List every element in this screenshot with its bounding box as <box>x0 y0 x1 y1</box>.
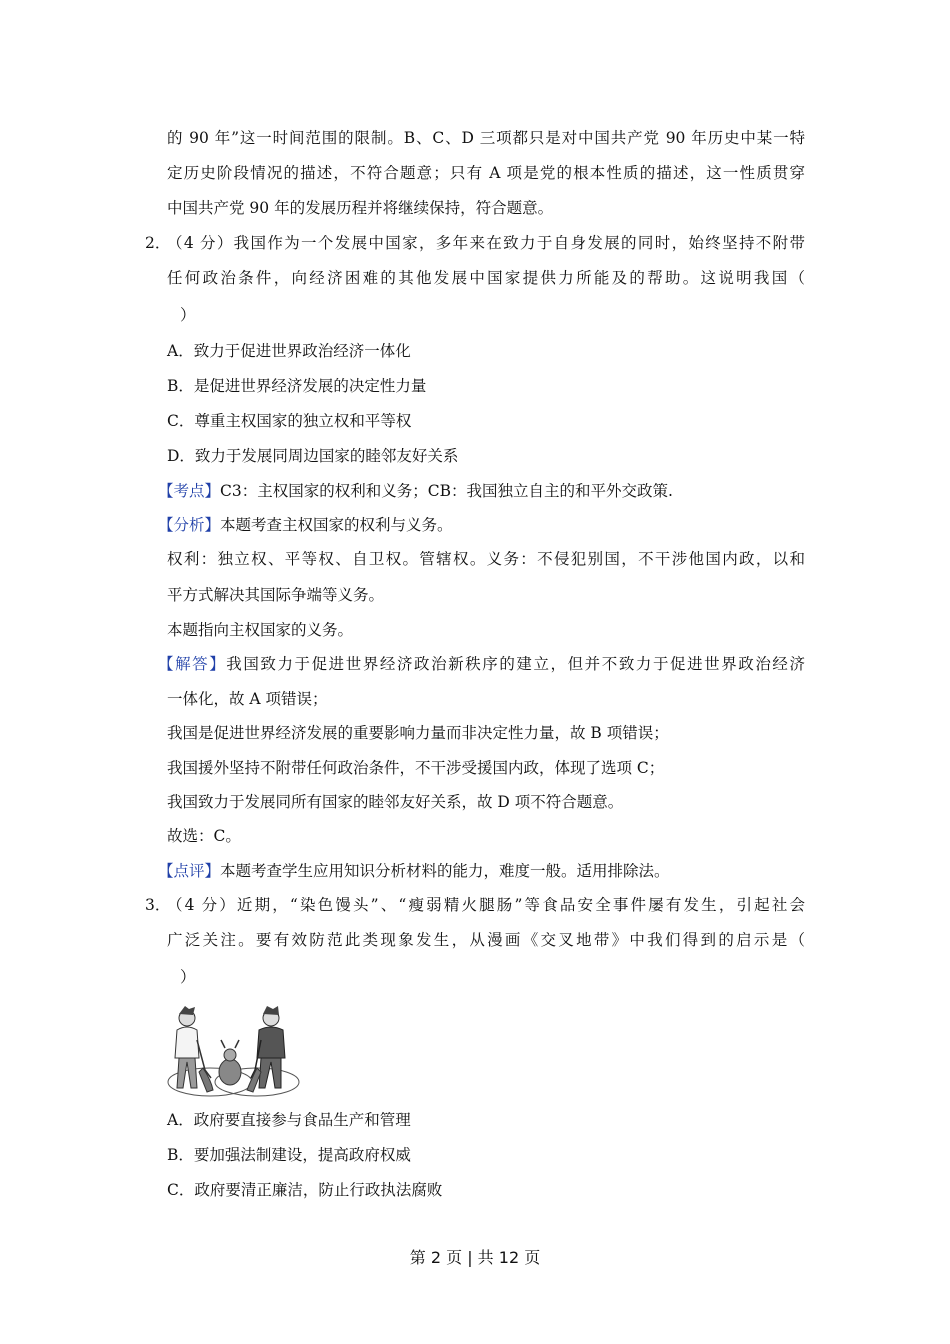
page-footer: 第 2 页 | 共 12 页 <box>409 1248 541 1267</box>
question-3-stem-line-3: ） <box>180 968 196 986</box>
question-3-stem-line-2: 广泛关注。要有效防范此类现象发生，从漫画《交叉地带》中我们得到的启示是（ <box>167 931 805 949</box>
question-2-jieda-line-3: 我国是促进世界经济发展的重要影响力量而非决定性力量，故 B 项错误； <box>167 724 669 742</box>
question-2-option-c: C．尊重主权国家的独立权和平等权 <box>167 412 412 430</box>
question-2-jieda-line-2: 一体化，故 A 项错误； <box>167 690 328 708</box>
prev-analysis-line-1: 的 90 年”这一时间范围的限制。B、C、D 三项都只是对中国共产党 90 年历史中某一特 <box>167 129 805 147</box>
question-2-stem-line-2: 任何政治条件，向经济困难的其他发展中国家提供力所能及的帮助。这说明我国（ <box>167 269 805 287</box>
question-2-option-a: A．致力于促进世界政治经济一体化 <box>167 342 411 360</box>
prev-analysis-line-3: 中国共产党 90 年的发展历程并将继续保持，符合题意。 <box>167 199 554 217</box>
jieda-tag: 【解答】 <box>158 655 227 673</box>
question-2-fenxi-line-2: 权利：独立权、平等权、自卫权。管辖权。义务：不侵犯别国，不干涉他国内政，以和 <box>167 550 805 568</box>
question-2-jieda-line-5: 我国致力于发展同所有国家的睦邻友好关系，故 D 项不符合题意。 <box>167 793 624 811</box>
question-2-fenxi-line-4: 本题指向主权国家的义务。 <box>167 621 354 639</box>
question-3-option-b: B．要加强法制建设，提高政府权威 <box>167 1146 411 1164</box>
cartoon-crossing-zone-illustration <box>165 1000 305 1100</box>
question-2-stem-line-3: ） <box>180 306 196 324</box>
question-2-fenxi-line-3: 平方式解决其国际争端等义务。 <box>167 586 385 604</box>
fenxi-tag: 【分析】 <box>158 516 221 534</box>
fenxi-text: 本题考查主权国家的权利与义务。 <box>220 516 453 534</box>
kaodian-tag: 【考点】 <box>158 482 221 500</box>
question-3-option-a: A．政府要直接参与食品生产和管理 <box>167 1111 411 1129</box>
prev-analysis-line-2: 定历史阶段情况的描述，不符合题意；只有 A 项是党的根本性质的描述，这一性质贯穿 <box>167 164 805 182</box>
question-2-option-b: B．是促进世界经济发展的决定性力量 <box>167 377 427 395</box>
question-2-number: 2． <box>145 234 171 252</box>
kaodian-text: C3：主权国家的权利和义务；CB：我国独立自主的和平外交政策. <box>220 482 673 500</box>
dianping-text: 本题考查学生应用知识分析材料的能力，难度一般。适用排除法。 <box>220 862 670 880</box>
question-2-fenxi <box>158 515 453 535</box>
question-2-jieda-line-4: 我国援外坚持不附带任何政治条件，不干涉受援国内政，体现了选项 C； <box>167 759 665 777</box>
question-2-stem-line-1: （4 分）我国作为一个发展中国家，多年来在致力于自身发展的同时，始终坚持不附带 <box>167 234 805 252</box>
question-3-stem-line-1: （4 分）近期，“染色馒头”、“瘦弱精火腿肠”等食品安全事件屡有发生，引起社会 <box>167 896 805 914</box>
question-2-jieda-line-6: 故选：C。 <box>167 827 241 845</box>
question-2-jieda <box>158 654 805 674</box>
jieda-text: 我国致力于促进世界经济政治新秩序的建立，但并不致力于促进世界政治经济 <box>226 655 805 673</box>
question-2-dianping <box>158 861 670 881</box>
question-2-kaodian <box>158 481 673 501</box>
question-3-option-c: C．政府要清正廉洁，防止行政执法腐败 <box>167 1181 443 1199</box>
question-3-number: 3． <box>145 896 171 914</box>
dianping-tag: 【点评】 <box>158 862 221 880</box>
question-2-option-d: D．致力于发展同周边国家的睦邻友好关系 <box>167 447 459 465</box>
